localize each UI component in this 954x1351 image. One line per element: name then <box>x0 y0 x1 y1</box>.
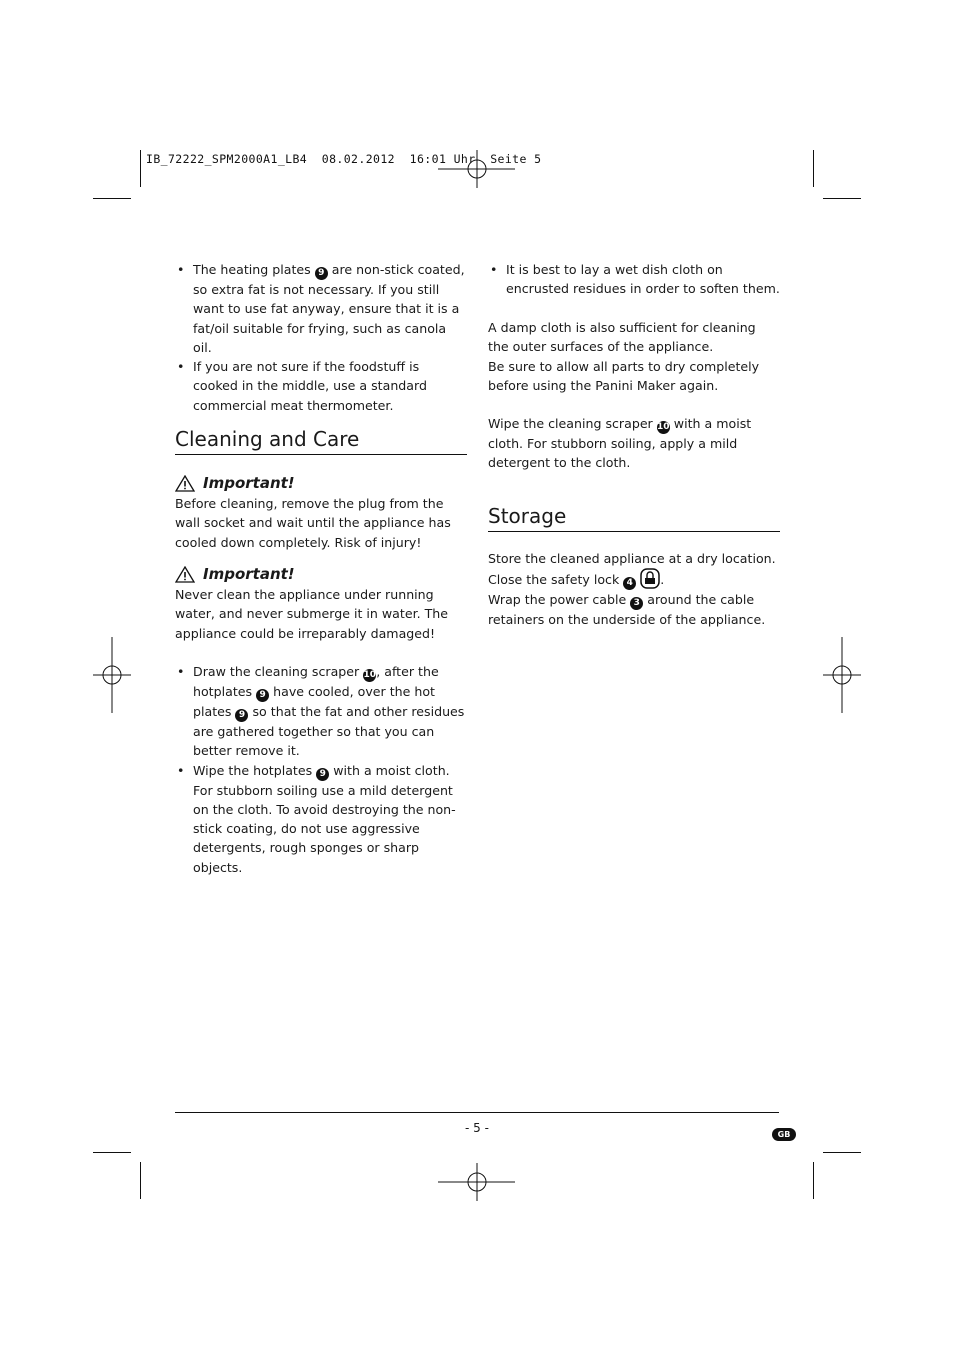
right-top-bullets <box>488 260 780 299</box>
print-slug: IB_72222_SPM2000A1_LB4 08.02.2012 16:01 Uhr Seite 5 <box>146 152 542 166</box>
storage-section-header <box>488 504 780 532</box>
ref-number-badge: 3 <box>630 597 643 610</box>
cleaning-section-header <box>175 427 467 455</box>
footer-rule <box>175 1112 779 1113</box>
section-heading-storage: Storage <box>488 504 780 532</box>
ref-number-badge: 9 <box>256 689 269 702</box>
warning-triangle-icon <box>175 566 195 583</box>
paragraph: Be sure to allow all parts to dry completely before using the Panini Maker again. <box>488 358 760 393</box>
ref-number-badge: 4 <box>623 577 636 590</box>
left-top-bullets <box>175 260 467 415</box>
important-note-2 <box>175 565 467 643</box>
ref-number-badge: 10 <box>363 670 376 680</box>
paragraph: Store the cleaned appliance at a dry location. <box>488 551 776 566</box>
important-label: Important! <box>175 474 467 492</box>
important-label: Important! <box>175 565 467 583</box>
storage-text <box>488 549 780 630</box>
list-item: • The heating plates 9 are non-stick coated, so extra fat is not necessary. If you still want to use fat anyway, ensure that it is a fat/oil suitable for frying, such as canola oil. <box>175 260 467 357</box>
ref-number-badge: 9 <box>235 709 248 722</box>
list-item: • It is best to lay a wet dish cloth on encrusted residues in order to soften them. <box>488 260 780 299</box>
right-scraper-paragraph <box>488 414 780 473</box>
important-text: Before cleaning, remove the plug from the wall socket and wait until the appliance has cooled down completely. Risk of injury! <box>175 496 451 550</box>
list-item: • If you are not sure if the foodstuff is cooked in the middle, use a standard commercial meat thermometer. <box>175 357 467 415</box>
paragraph: Close the safety lock 4 . <box>488 568 780 590</box>
important-note-1 <box>175 474 467 552</box>
paragraph: Wrap the power cable 3 around the cable retainers on the underside of the appliance. <box>488 592 766 628</box>
section-heading-cleaning: Cleaning and Care <box>175 427 467 455</box>
page-number: - 5 - <box>465 1121 489 1135</box>
list-item: • Draw the cleaning scraper 10, after the hotplates 9 have cooled, over the hot plates 9 so that the fat and other residues are gathered together so that you can better remove it. <box>175 662 467 761</box>
warning-triangle-icon <box>175 475 195 492</box>
paragraph: A damp cloth is also sufficient for cleaning the outer surfaces of the appliance. <box>488 320 756 355</box>
important-text: Never clean the appliance under running water, and never submerge it in water. The appliance could be irreparably damaged! <box>175 587 449 641</box>
language-badge: GB <box>772 1122 796 1141</box>
ref-number-badge: 10 <box>657 422 670 432</box>
cleaning-bullets <box>175 662 467 877</box>
paragraph: Wipe the cleaning scraper 10 with a moist cloth. For stubborn soiling, apply a mild detergent to the cloth. <box>488 416 752 471</box>
ref-number-badge: 9 <box>315 267 328 280</box>
lock-icon <box>640 568 660 589</box>
list-item: • Wipe the hotplates 9 with a moist cloth. For stubborn soiling use a mild detergent on the cloth. To avoid destroying the non-stick coating, do not use aggressive detergents, rough sponges or sharp objects. <box>175 761 467 877</box>
right-paragraphs <box>488 318 780 395</box>
ref-number-badge: 9 <box>316 768 329 781</box>
